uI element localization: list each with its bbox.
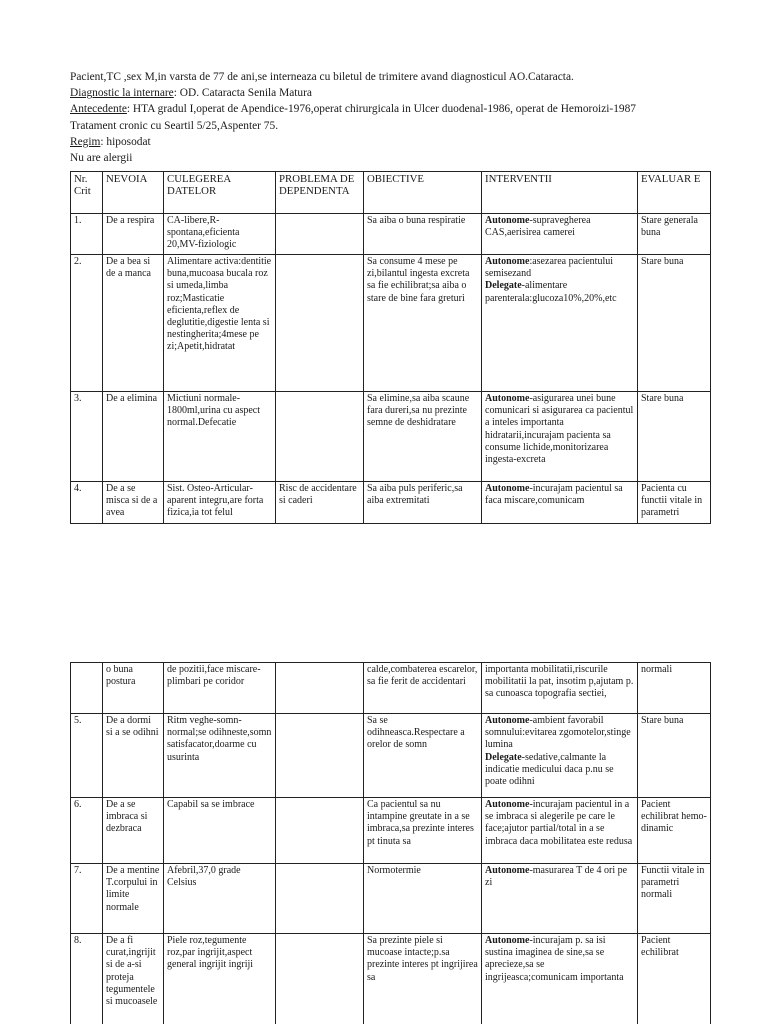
cell-interventii [482,864,638,934]
cell-nevoia: De a dormi si a se odihni [103,714,164,798]
cell-problema [276,714,364,798]
cell-obiective: calde,combaterea escarelor, sa fie ferit de accidentari [364,663,482,714]
cell-nevoia: De a elimina [103,392,164,482]
autonome-label: Autonome [485,935,530,946]
table-row [71,714,711,798]
autonome-label: Autonome [485,215,530,226]
cell-evaluare: Pacienta cu functii vitale in parametri [638,482,711,524]
table-row [71,663,711,714]
autonome-text: -supravegherea CAS,aerisirea camerei [485,215,591,239]
regim-line [70,134,710,150]
table-row [71,798,711,864]
alergii-line: Nu are alergii [70,152,133,165]
page-gap [0,530,768,662]
cell-nr: 4. [71,482,103,524]
autonome-text: -masurarea T de 4 ori pe zi [485,865,628,889]
table-row [71,214,711,255]
table-row [71,934,711,1024]
header-evaluare: EVALUAR E [638,172,711,214]
autonome-label: Autonome [485,393,530,404]
cell-culegerea: Afebril,37,0 grade Celsius [164,864,276,934]
cell-nr: 1. [71,214,103,255]
table-row [71,255,711,392]
cell-nr: 2. [71,255,103,392]
cell-problema [276,934,364,1024]
cell-interventii [482,214,638,255]
delegate-label: Delegate [485,280,522,292]
cell-obiective: Sa prezinte piele si mucoase intacte;p.sa prezinte interes pt ingrijirea sa [364,934,482,1024]
autonome-text: -asigurarea unei bune comunicari si asigurarea ca pacientul a inteles importanta hidratarii,incurajam pacienta sa consume lichide,monitorizarea ingesta-excreta [485,393,634,466]
cell-evaluare: Stare generala buna [638,214,711,255]
table-row [71,392,711,482]
cell-nr: 6. [71,798,103,864]
table-row [71,482,711,524]
cell-nevoia: De a bea si de a manca [103,255,164,392]
cell-culegerea: CA-libere,R-spontana,eficienta 20,MV-fiziologic [164,214,276,255]
autonome-text: -incurajam pacientul in a se imbraca si alegerile pe care le face;ajutor partial/total in a se imbraca daca mobilitatea este redusa [485,799,633,847]
cell-culegerea: Alimentare activa:dentitie buna,mucoasa bucala roz si umeda,limba roz;Masticatie eficienta,reflex de deglutitie,digestie lenta si nestingherita;4mese pe zi;Apetit,hidratat [164,255,276,392]
cell-interventii [482,663,638,714]
cell-obiective: Sa consume 4 mese pe zi,bilantul ingesta excreta sa fie echilibrat;sa aiba o stare de bine fara greturi [364,255,482,392]
cell-evaluare: Pacient echilibrat [638,934,711,1024]
cell-obiective: Sa aiba puls periferic,sa aiba extremitati [364,482,482,524]
cell-evaluare: Functii vitale in parametri normali [638,864,711,934]
autonome-label: Autonome [485,715,530,726]
antecedente-value: : HTA gradul I,operat de Apendice-1976,operat chirurgicala in Ulcer duodenal-1986, operat de Hemoroizi-1987 [126,103,636,116]
diagnostic-line [70,85,710,101]
cell-nevoia: De a se imbraca si dezbraca [103,798,164,864]
cell-nr: 7. [71,864,103,934]
cell-obiective: Sa se odihneasca.Respectare a orelor de somn [364,714,482,798]
cell-nevoia: De a respira [103,214,164,255]
cell-nr: 3. [71,392,103,482]
cell-culegerea: Mictiuni normale-1800ml,urina cu aspect normal.Defecatie [164,392,276,482]
antecedente-line [70,101,710,117]
autonome-text: -ambient favorabil somnului:evitarea zgomotelor,stinge lumina [485,715,631,751]
autonome-label: Autonome [485,483,530,494]
cell-nr [71,663,103,714]
regim-label: Regim [70,135,101,148]
cell-nevoia: De a se misca si de a avea [103,482,164,524]
diagnostic-label: Diagnostic la internare [70,87,174,100]
cell-evaluare: Stare buna [638,714,711,798]
table-row [71,864,711,934]
autonome-text: -incurajam p. sa isi sustina imaginea de sine,sa se aprecieze,sa se ingrijeasca;comunicam importanta [485,935,624,983]
autonome-label: Autonome [485,865,530,876]
autonome-text: :asezarea pacientului semisezand [485,256,614,280]
cell-interventii [482,714,638,798]
header-interventii: INTERVENTII [482,172,638,214]
cell-culegerea: Piele roz,tegumente roz,par ingrijit,aspect general ingrijit ingriji [164,934,276,1024]
cell-interventii [482,934,638,1024]
autonome-text: -incurajam pacientul sa faca miscare,comunicam [485,483,623,507]
cell-nr: 8. [71,934,103,1024]
cell-nevoia: De a fi curat,ingrijit si de a-si proteja tegumentele si mucoasele [103,934,164,1024]
cell-evaluare: Stare buna [638,392,711,482]
regim-value: : hiposodat [100,135,151,148]
cell-problema [276,392,364,482]
care-plan-table [70,171,711,524]
delegate-text: -alimentare parenterala:glucoza10%,20%,etc [485,280,617,304]
cell-evaluare: normali [638,663,711,714]
cell-nr: 5. [71,714,103,798]
cell-interventii [482,798,638,864]
cell-problema [276,214,364,255]
tratament-line: Tratament cronic cu Seartil 5/25,Aspenter 75. [70,119,279,132]
header-problema: PROBLEMA DE DEPENDENTA [276,172,364,214]
cell-culegerea: Sist. Osteo-Articular-aparent integru,are forta fizica,ia tot felul [164,482,276,524]
cell-evaluare: Pacient echilibrat hemo-dinamic [638,798,711,864]
delegate-text: -sedative,calmante la indicatie medicului daca p.nu se poate odihni [485,751,614,788]
cell-problema: Risc de accidentare si caderi [276,482,364,524]
antecedente-label: Antecedente [70,103,127,116]
header-obiective: OBIECTIVE [364,172,482,214]
header-nevoia: NEVOIA [103,172,164,214]
cell-interventii [482,482,638,524]
header-nr: Nr. Crit [71,172,103,214]
cell-obiective: Ca pacientul sa nu intampine greutate in a se imbraca,sa prezinte interes pt tinuta sa [364,798,482,864]
cell-problema [276,864,364,934]
cell-problema [276,255,364,392]
table-header-row [71,172,711,214]
cell-culegerea: Capabil sa se imbrace [164,798,276,864]
delegate-label: Delegate [485,751,522,763]
cell-obiective: Sa aiba o buna respiratie [364,214,482,255]
patient-header [70,69,710,166]
cell-nevoia: o buna postura [103,663,164,714]
cell-problema [276,798,364,864]
care-plan-table-continued [70,662,711,1024]
cell-obiective: Normotermie [364,864,482,934]
cell-problema [276,663,364,714]
autonome-label: Autonome [485,799,530,810]
cell-culegerea: Ritm veghe-somn-normal;se odihneste,somn satisfacator,doarme cu usurinta [164,714,276,798]
patient-intro: Pacient,TC ,sex M,in varsta de 77 de ani,se interneaza cu biletul de trimitere avand diagnosticul AO.Cataracta. [70,71,574,83]
diagnostic-value: : OD. Cataracta Senila Matura [173,87,312,100]
cell-interventii [482,255,638,392]
cell-obiective: Sa elimine,sa aiba scaune fara dureri,sa nu prezinte semne de deshidratare [364,392,482,482]
cell-nevoia: De a mentine T.corpului in limite normale [103,864,164,934]
cell-culegerea: de pozitii,face miscare-plimbari pe coridor [164,663,276,714]
cell-evaluare: Stare buna [638,255,711,392]
autonome-label: Autonome [485,256,530,267]
cell-interventii [482,392,638,482]
page-2 [0,662,768,1024]
interventii-continued-text: importanta mobilitatii,riscurile mobilitatii la pat, insotim p,ajutam p. sa cunoasca topografia sectiei, [485,664,634,700]
header-culegerea: CULEGEREA DATELOR [164,172,276,214]
